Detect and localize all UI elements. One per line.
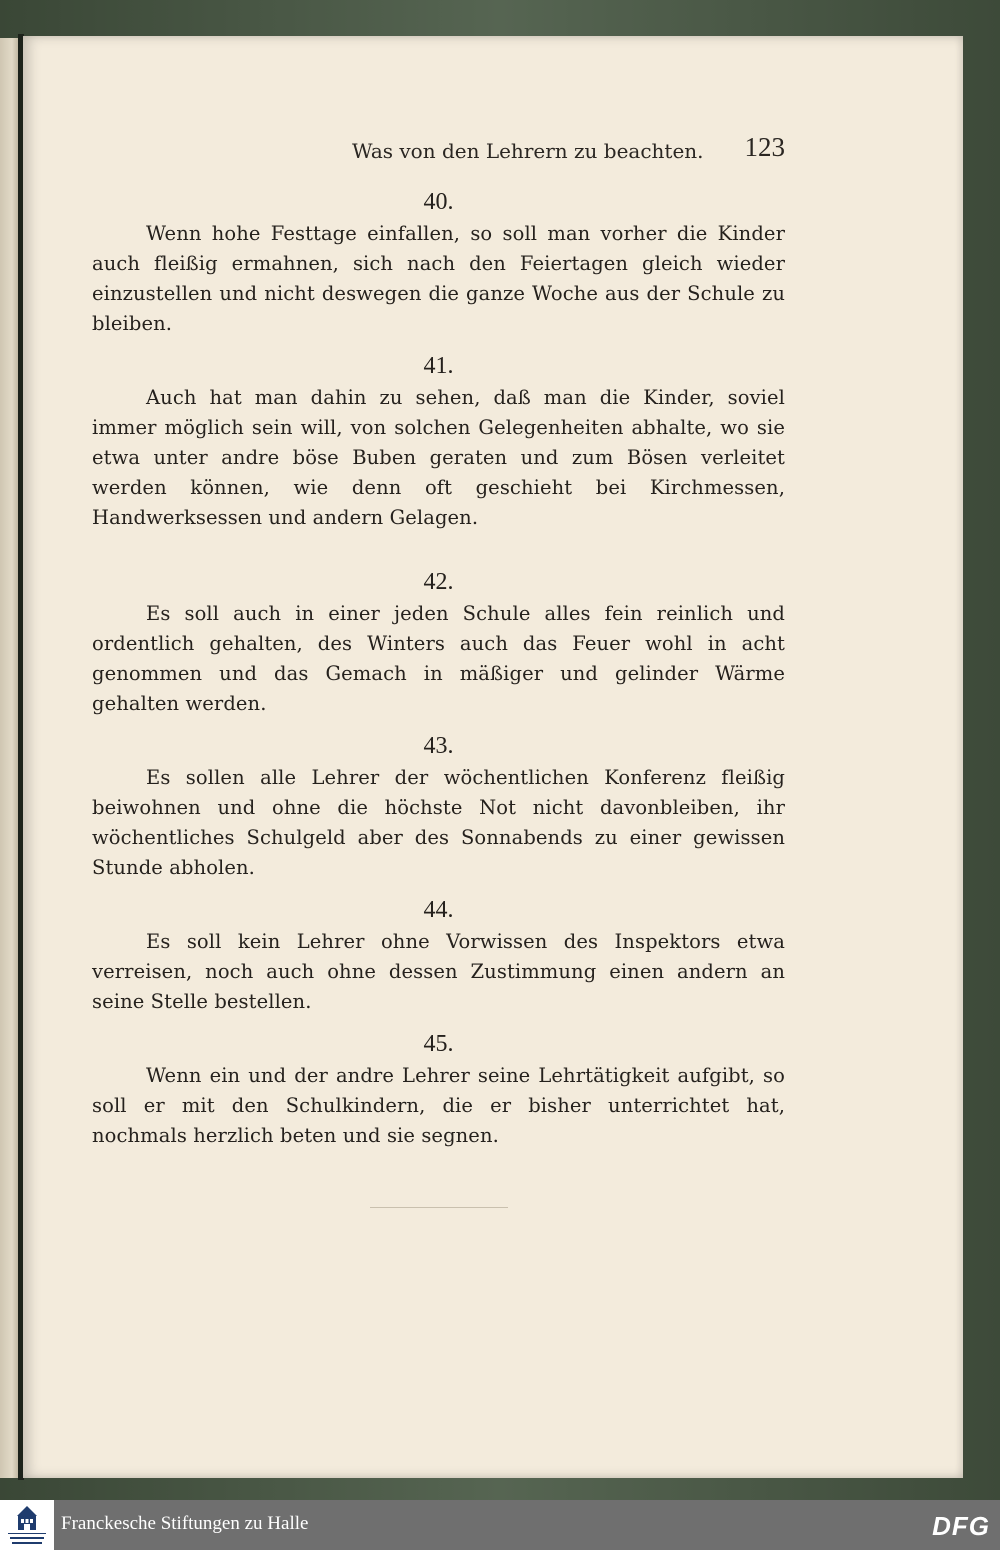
section-44: [92, 893, 785, 1017]
section-paragraph: Es soll kein Lehrer ohne Vorwissen des Inspektors etwa verreisen, noch auch ohne dessen Zustimmung einen andern an seine Stelle bestellen.: [92, 930, 785, 1013]
dfg-logo[interactable]: DFG: [932, 1511, 990, 1541]
running-header: [92, 97, 785, 163]
section-paragraph: Wenn hohe Festtage einfallen, so soll man vorher die Kinder auch fleißig ermahnen, sich nach den Feiertagen gleich wieder einzustellen und nicht deswegen die ganze Woche aus der Schule zu bleiben.: [92, 222, 785, 335]
previous-page-edge: [0, 38, 20, 1478]
footer-bar: [0, 1500, 1000, 1550]
page-body: [92, 185, 785, 1151]
end-rule: [370, 1207, 508, 1208]
institution-name: Franckesche Stiftungen zu Halle: [61, 1513, 309, 1534]
section-number: 44.: [423, 897, 454, 923]
section-41: [92, 349, 785, 533]
section-paragraph: Es soll auch in einer jeden Schule alles fein reinlich und ordentlich gehalten, des Winters auch das Feuer wohl in acht genommen und das Gemach in mäßiger und gelinder Wärme gehalten werden.: [92, 602, 785, 715]
section-number: 45.: [423, 1031, 454, 1057]
section-42: [92, 565, 785, 719]
section-paragraph: Auch hat man dahin zu sehen, daß man die Kinder, soviel immer möglich sein will, von solchen Gelegenheiten abhalte, wo sie etwa unter andre böse Buben geraten und zum Bösen verleitet werden können, wie denn oft geschieht bei Kirchmessen, Handwerksessen und andern Gelagen.: [92, 386, 785, 529]
section-paragraph: Wenn ein und der andre Lehrer seine Lehrtätigkeit aufgibt, so soll er mit den Schulkindern, die er bisher unterrichtet hat, nochmals herzlich beten und sie segnen.: [92, 1064, 785, 1147]
page-number: 123: [744, 132, 785, 162]
section-40: [92, 185, 785, 339]
section-number: 43.: [423, 733, 454, 759]
section-number: 42.: [423, 569, 454, 595]
section-43: [92, 729, 785, 883]
section-45: [92, 1027, 785, 1151]
running-title: Was von den Lehrern zu beachten.: [352, 139, 704, 163]
section-number: 41.: [423, 353, 454, 379]
francke-building-icon[interactable]: [0, 1500, 54, 1550]
section-paragraph: Es sollen alle Lehrer der wöchentlichen Konferenz fleißig beiwohnen und ohne die höchste Not nicht davonbleiben, ihr wöchentliches Schulgeld aber des Sonnabends zu einer gewissen Stunde abholen.: [92, 766, 785, 879]
section-number: 40.: [423, 189, 454, 215]
